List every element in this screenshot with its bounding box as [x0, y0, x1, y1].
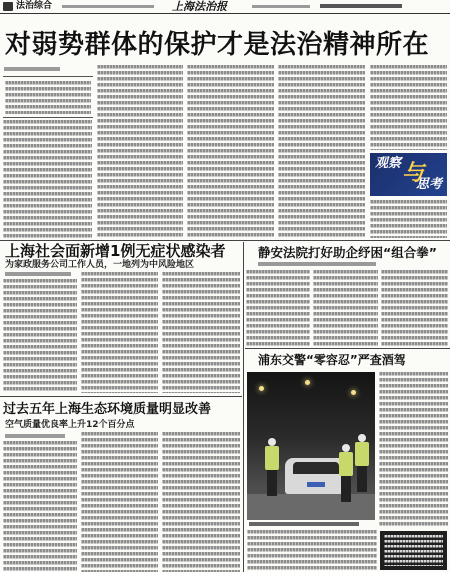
page-header: [0, 0, 450, 14]
article-headline: 上海社会面新增1例无症状感染者: [5, 242, 226, 260]
street-light: [259, 386, 264, 391]
notice-box: [380, 531, 447, 570]
pull-quote-box: [3, 76, 93, 118]
photo-caption: [249, 522, 359, 526]
header-note: [252, 5, 310, 8]
badge-text-observe: 观察: [375, 156, 402, 171]
body-text: [370, 200, 447, 238]
body-text: [3, 120, 92, 238]
body-text: [187, 65, 274, 238]
divider: [0, 240, 450, 241]
notice-text: [384, 535, 443, 566]
divider: [0, 396, 242, 397]
body-text: [278, 65, 365, 238]
article-byline: [5, 272, 71, 276]
article-headline: 静安法院打好助企纾困“组合拳”: [258, 245, 437, 260]
body-text: [247, 530, 377, 572]
lead-byline: [4, 67, 60, 71]
divider: [243, 242, 244, 572]
road: [247, 494, 375, 520]
masthead: 上海法治报: [172, 0, 227, 13]
article-subhead: 为家政服务公司工作人员，一地列为中风险地区: [5, 260, 195, 270]
body-text: [162, 432, 240, 572]
body-text: [313, 270, 378, 346]
news-photo: [247, 372, 375, 520]
body-text: [162, 272, 240, 393]
body-text: [81, 272, 158, 393]
article-headline: 过去五年上海生态环境质量明显改善: [3, 402, 212, 417]
divider: [245, 348, 450, 349]
body-text: [97, 65, 183, 238]
badge-text-think: 思考: [416, 177, 443, 192]
feature-badge: [370, 153, 447, 196]
body-text: [81, 432, 158, 572]
article-byline: [258, 262, 376, 266]
car-plate: [307, 482, 325, 487]
section-icon: [3, 2, 13, 11]
article-subhead: 空气质量优良率上升12个百分点: [5, 420, 135, 430]
body-text: [381, 270, 448, 346]
badge-text-and: 与: [402, 161, 425, 186]
article-byline: [5, 434, 65, 438]
body-text: [3, 441, 77, 572]
header-note: [62, 5, 154, 8]
body-text: [246, 270, 310, 346]
street-light: [305, 380, 310, 385]
body-text: [3, 279, 77, 393]
car-windshield: [293, 462, 339, 474]
street-light: [351, 390, 356, 395]
issue-date: [320, 4, 402, 8]
section-label: 法治综合: [16, 1, 53, 11]
pull-quote-text: [5, 81, 91, 114]
car: [285, 458, 347, 494]
lead-headline: 对弱势群体的保护才是法治精神所在: [5, 30, 430, 60]
article-headline: 浦东交警“零容忍”严查酒驾: [258, 353, 406, 367]
body-text: [370, 65, 447, 150]
body-text: [379, 372, 448, 527]
